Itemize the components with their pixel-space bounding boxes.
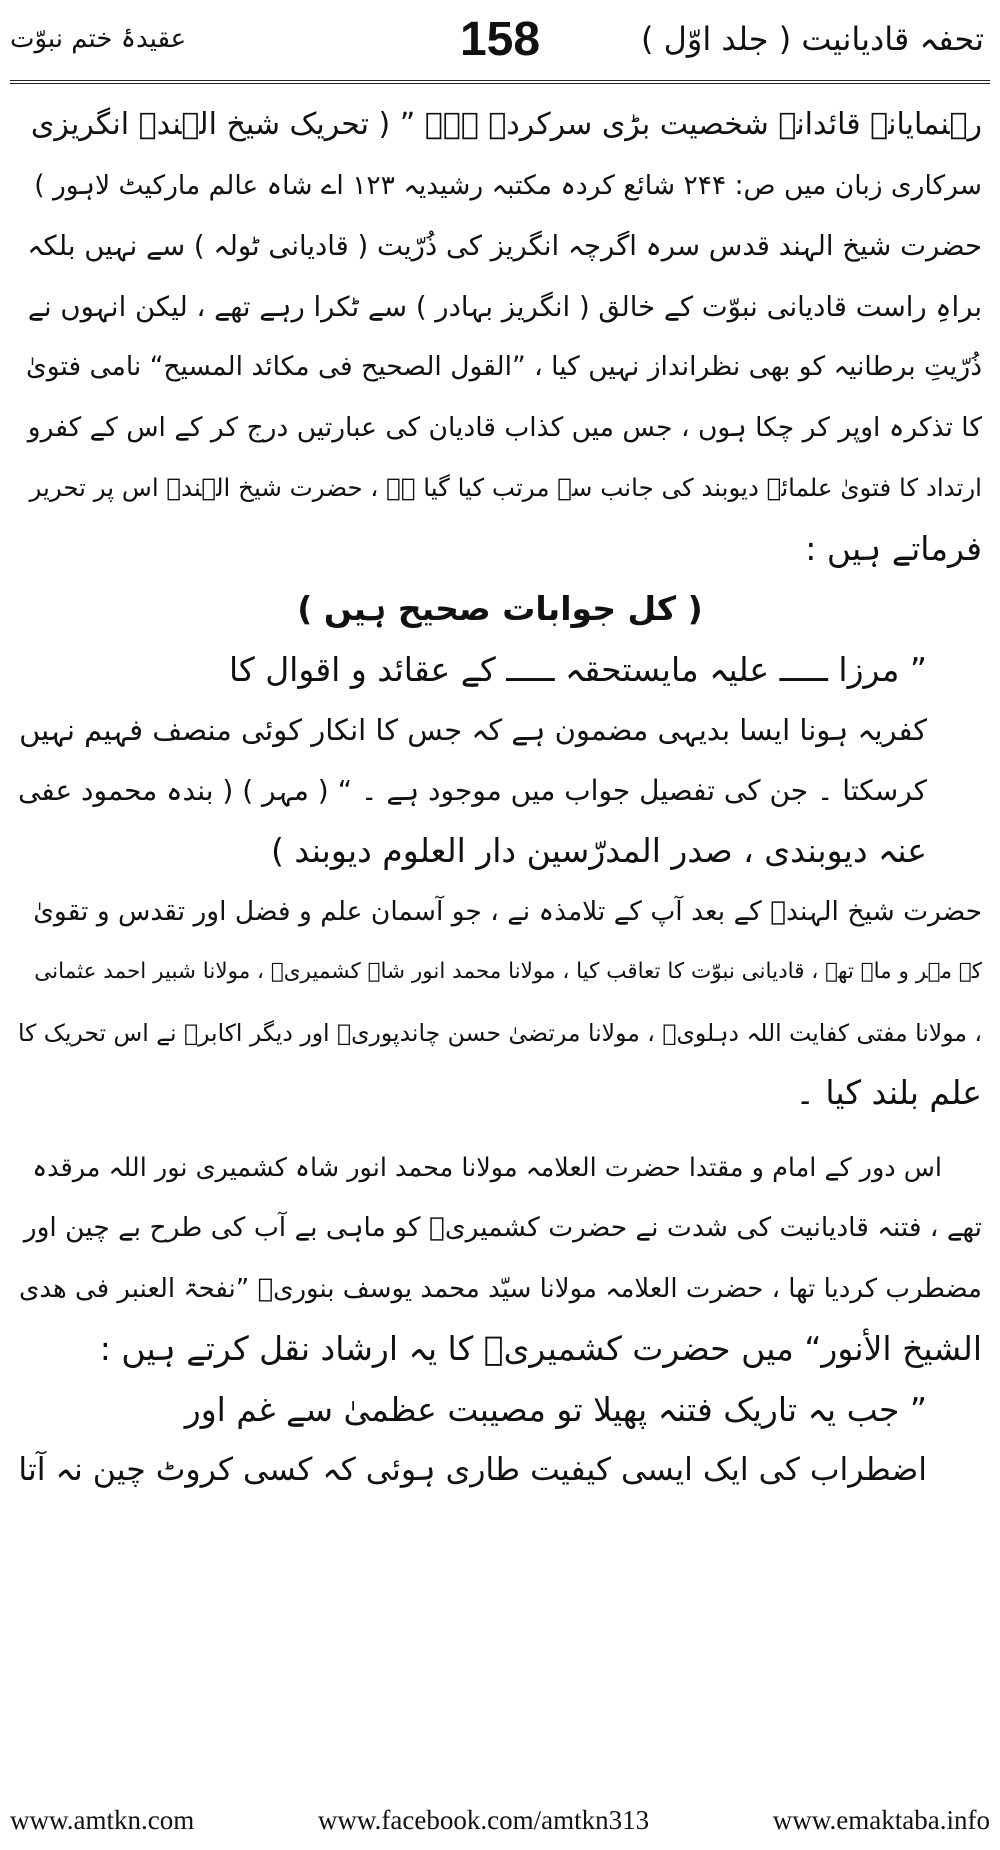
footer-link-amtkn[interactable]: www.amtkn.com xyxy=(10,1804,195,1835)
text-line: حضرت شیخ الہند قدس سرہ اگرچہ انگریز کی ذُرّیت ( قادیانی ٹولہ ) سے نہیں بلکہ xyxy=(27,230,982,262)
text-line: ذُرّیتِ برطانیہ کو بھی نظرانداز نہیں کیا ، ”القول الصحیح فی مکائد المسیح“ نامی فتویٰ xyxy=(26,351,982,382)
text-line: فرماتے ہیں : xyxy=(805,528,982,568)
text-line: اس دور کے امام و مقتدا حضرت العلامہ مولانا محمد انور شاہ کشمیری نور اللہ مرقدہ xyxy=(32,1152,942,1183)
header-divider xyxy=(10,80,990,84)
quote-line: اضطراب کی ایک ایسی کیفیت طاری ہوئی کہ کسی کروٹ چین نہ آتا xyxy=(18,1452,927,1488)
page-header xyxy=(10,10,990,76)
page-number: 158 xyxy=(459,13,541,66)
quote-line: ” مرزا ـــــ علیہ مایستحقہ ـــــ کے عقائد و اقوال کا xyxy=(228,649,927,689)
section-title: عقیدۂ ختم نبوّت xyxy=(10,24,187,54)
quote-line: کفریہ ہونا ایسا بدیہی مضمون ہے کہ جس کا انکار کوئی منصف فہیم نہیں xyxy=(19,713,927,747)
subheading: ( کل جوابات صحیح ہیں ) xyxy=(297,589,703,628)
text-line: حضرت شیخ الہندؒ کے بعد آپ کے تلامذہ نے ، جو آسمان علم و فضل اور تقدس و تقویٰ xyxy=(33,895,982,927)
quote-line: کرسکتا ۔ جن کی تفصیل جواب میں موجود ہے ۔ “ ( مہر ) ( بندہ محمود عفی xyxy=(18,773,927,807)
text-line: رہنمایانہ قائدانہ شخصیت بڑی سرکردہ ہے۔ ” ( تحریک شیخ الہندؒ انگریزی xyxy=(30,107,982,142)
text-line: علم بلند کیا ۔ xyxy=(795,1073,982,1112)
text-line: کے مہر و ماہ تھے ، قادیانی نبوّت کا تعاقب کیا ، مولانا محمد انور شاہ کشمیریؒ ، مولانا شبیر احمد عثمانی xyxy=(34,959,982,984)
text-line: تھے ، فتنہ قادیانیت کی شدت نے حضرت کشمیریؒ کو ماہی بے آب کی طرح بے چین اور xyxy=(23,1212,982,1243)
footer-link-emaktaba[interactable]: www.emaktaba.info xyxy=(772,1804,990,1835)
text-line: براہِ راست قادیانی نبوّت کے خالق ( انگریز بہادر ) سے ٹکرا رہے تھے ، لیکن انہوں نے xyxy=(27,290,982,323)
page-footer xyxy=(10,1798,990,1842)
book-title: تحفہ قادیانیت ( جلد اوّل ) xyxy=(640,20,984,58)
text-line: ارتداد کا فتویٰ علمائے دیوبند کی جانب سے مرتب کیا گیا ہے ، حضرت شیخ الہندؒ اس پر تحریر xyxy=(29,473,982,502)
quote-line: عنہ دیوبندی ، صدر المدرّسین دار العلوم دیوبند ) xyxy=(271,831,927,870)
text-line: مضطرب کردیا تھا ، حضرت العلامہ مولانا سیّد محمد یوسف بنوریؒ ”نفحۃ العنبر فی ھدی xyxy=(19,1273,982,1304)
page-body xyxy=(18,95,982,1501)
footer-link-facebook[interactable]: www.facebook.com/amtkn313 xyxy=(317,1804,650,1835)
citation-line: سرکاری زبان میں ص: ۲۴۴ شائع کردہ مکتبہ رشیدیہ ۱۲۳ اے شاہ عالم مارکیٹ لاہور ) xyxy=(34,169,982,201)
text-line: الشیخ الأنور“ میں حضرت کشمیریؒ کا یہ ارشاد نقل کرتے ہیں : xyxy=(99,1329,982,1368)
text-line: کا تذکرہ اوپر کر چکا ہوں ، جس میں کذاب قادیان کی عبارتیں درج کر کے اس کے کفرو xyxy=(27,411,982,443)
text-line: ، مولانا مفتی کفایت اللہ دہلویؒ ، مولانا مرتضیٰ حسن چاندپوریؒ اور دیگر اکابرؒ نے اس تحریک کا xyxy=(18,1018,982,1047)
quote-line: ” جب یہ تاریک فتنہ پھیلا تو مصیبت عظمیٰ سے غم اور xyxy=(184,1389,927,1429)
